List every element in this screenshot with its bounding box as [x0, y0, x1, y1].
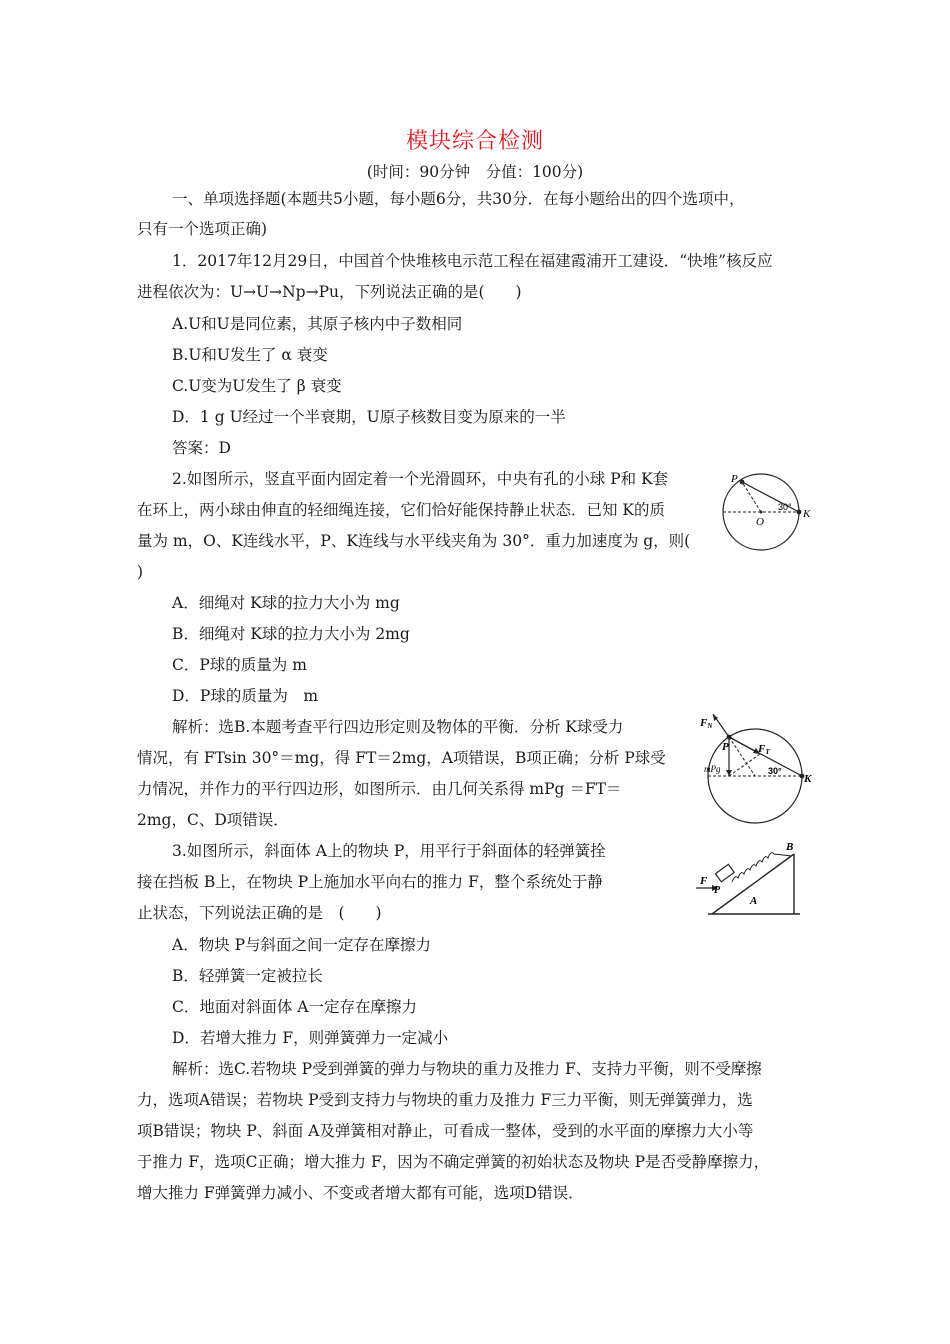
label-o: O — [756, 516, 764, 528]
label-p: P — [731, 473, 738, 485]
q3-solution: 解析：选C.若物块 P受到弹簧的弹力与物块的重力及推力 F、支持力平衡，则不受摩擦 — [172, 1060, 762, 1078]
label-ft: FT — [758, 743, 770, 756]
label-p: P — [722, 741, 729, 753]
label-k: K — [803, 508, 811, 520]
q1-option-c: C.U变为U发生了 β 衰变 — [172, 377, 342, 395]
q2-figure-forces — [698, 710, 820, 828]
q2-solution: 解析：选B.本题考查平行四边形定则及物体的平衡．分析 K球受力 — [172, 718, 624, 736]
center-dot — [760, 511, 763, 514]
q3-stem-cont: 接在挡板 B上，在物块 P上施加水平向右的推力 F，整个系统处于静 — [137, 873, 603, 891]
label-angle: 30° — [768, 766, 782, 776]
q3-solution-cont4: 增大推力 F弹簧弹力减小、不变或者增大都有可能，选项D错误． — [137, 1184, 584, 1202]
q2-stem: 2.如图所示，竖直平面内固定着一个光滑圆环，中央有孔的小球 P和 K套 — [172, 470, 669, 488]
q1-option-b: B.U和U发生了 α 衰变 — [172, 346, 328, 364]
q2-figure-ring — [718, 472, 818, 554]
q2-option-b: B．细绳对 K球的拉力大小为 2mg — [172, 625, 410, 643]
ball-p — [740, 480, 745, 485]
q2-solution-cont2: 力情况，并作力的平行四边形，如图所示．由几何关系得 mPg ＝FT＝ — [137, 780, 622, 798]
q3-solution-cont2: 项B错误；物块 P、斜面 A及弹簧相对静止，可看成一整体，受到的水平面的摩擦力大小等 — [137, 1122, 754, 1140]
q3-stem-cont2: 止状态，下列说法正确的是 ( ) — [137, 904, 382, 922]
q3-option-c: C．地面对斜面体 A一定存在摩擦力 — [172, 998, 417, 1016]
q1-option-a: A.U和U是同位素，其原子核内中子数相同 — [172, 315, 463, 333]
q3-solution-cont3: 于推力 F，选项C正确；增大推力 F，因为不确定弹簧的初始状态及物块 P是否受静摩擦力， — [137, 1153, 770, 1171]
label-k: K — [804, 773, 812, 785]
q2-option-d: D．P球的质量为 m — [172, 687, 319, 705]
q2-option-a: A．细绳对 K球的拉力大小为 mg — [172, 594, 400, 612]
label-fn: FN — [700, 717, 713, 730]
section-heading: 一、单项选择题(本题共5小题，每小题6分，共30分．在每小题给出的四个选项中， — [172, 190, 745, 208]
exam-info: (时间：90分钟 分值：100分) — [366, 163, 584, 181]
q1-answer: 答案：D — [172, 439, 231, 457]
radius-dash-line — [729, 737, 755, 776]
label-p: P — [714, 885, 721, 896]
section-heading-cont: 只有一个选项正确) — [137, 220, 268, 238]
q3-stem: 3.如图所示，斜面体 A上的物块 P，用平行于斜面体的轻弹簧拴 — [172, 842, 606, 860]
q3-figure-incline — [694, 838, 804, 918]
q3-option-b: B．轻弹簧一定被拉长 — [172, 967, 323, 985]
ball-p — [727, 735, 732, 740]
q2-stem-cont: 在环上，两小球由伸直的轻细绳连接，它们恰好能保持静止状态．已知 K的质 — [137, 501, 666, 519]
q1-stem: 1．2017年12月29日，中国首个快堆核电示范工程在福建霞浦开工建设．“快堆”核反应 — [172, 252, 773, 270]
parallelogram-dash — [729, 754, 760, 776]
q2-solution-cont3: 2mg，C、D项错误． — [137, 811, 289, 829]
q2-solution-cont: 情况，有 FTsin 30°＝mg，得 FT＝2mg，A项错误，B项正确；分析 P球受 — [137, 749, 666, 767]
label-f: F — [700, 875, 708, 887]
q2-stem-cont2: 量为 m，O、K连线水平，P、K连线与水平线夹角为 30°．重力加速度为 g，则( — [137, 532, 691, 550]
q3-solution-cont: 力，选项A错误；若物块 P受到支持力与物块的重力及推力 F三力平衡，则无弹簧弹力，选 — [137, 1091, 753, 1109]
q1-option-d: D．1 g U经过一个半衰期，U原子核数目变为原来的一半 — [172, 408, 566, 426]
q2-stem-cont3: ) — [137, 563, 144, 581]
q1-stem-cont: 进程依次为：U→U→Np→Pu，下列说法正确的是( ) — [137, 283, 522, 301]
label-b: B — [786, 841, 794, 853]
page-title: 模块综合检测 — [405, 129, 544, 154]
q2-option-c: C．P球的质量为 m — [172, 656, 307, 674]
q3-option-d: D．若增大推力 F，则弹簧弹力一定减小 — [172, 1029, 449, 1047]
ball-k — [797, 510, 802, 515]
label-angle: 30° — [778, 502, 792, 512]
label-a: A — [750, 895, 758, 907]
block-p — [715, 864, 734, 881]
label-mpg: mPg — [704, 764, 721, 774]
q3-option-a: A．物块 P与斜面之间一定存在摩擦力 — [172, 936, 432, 954]
